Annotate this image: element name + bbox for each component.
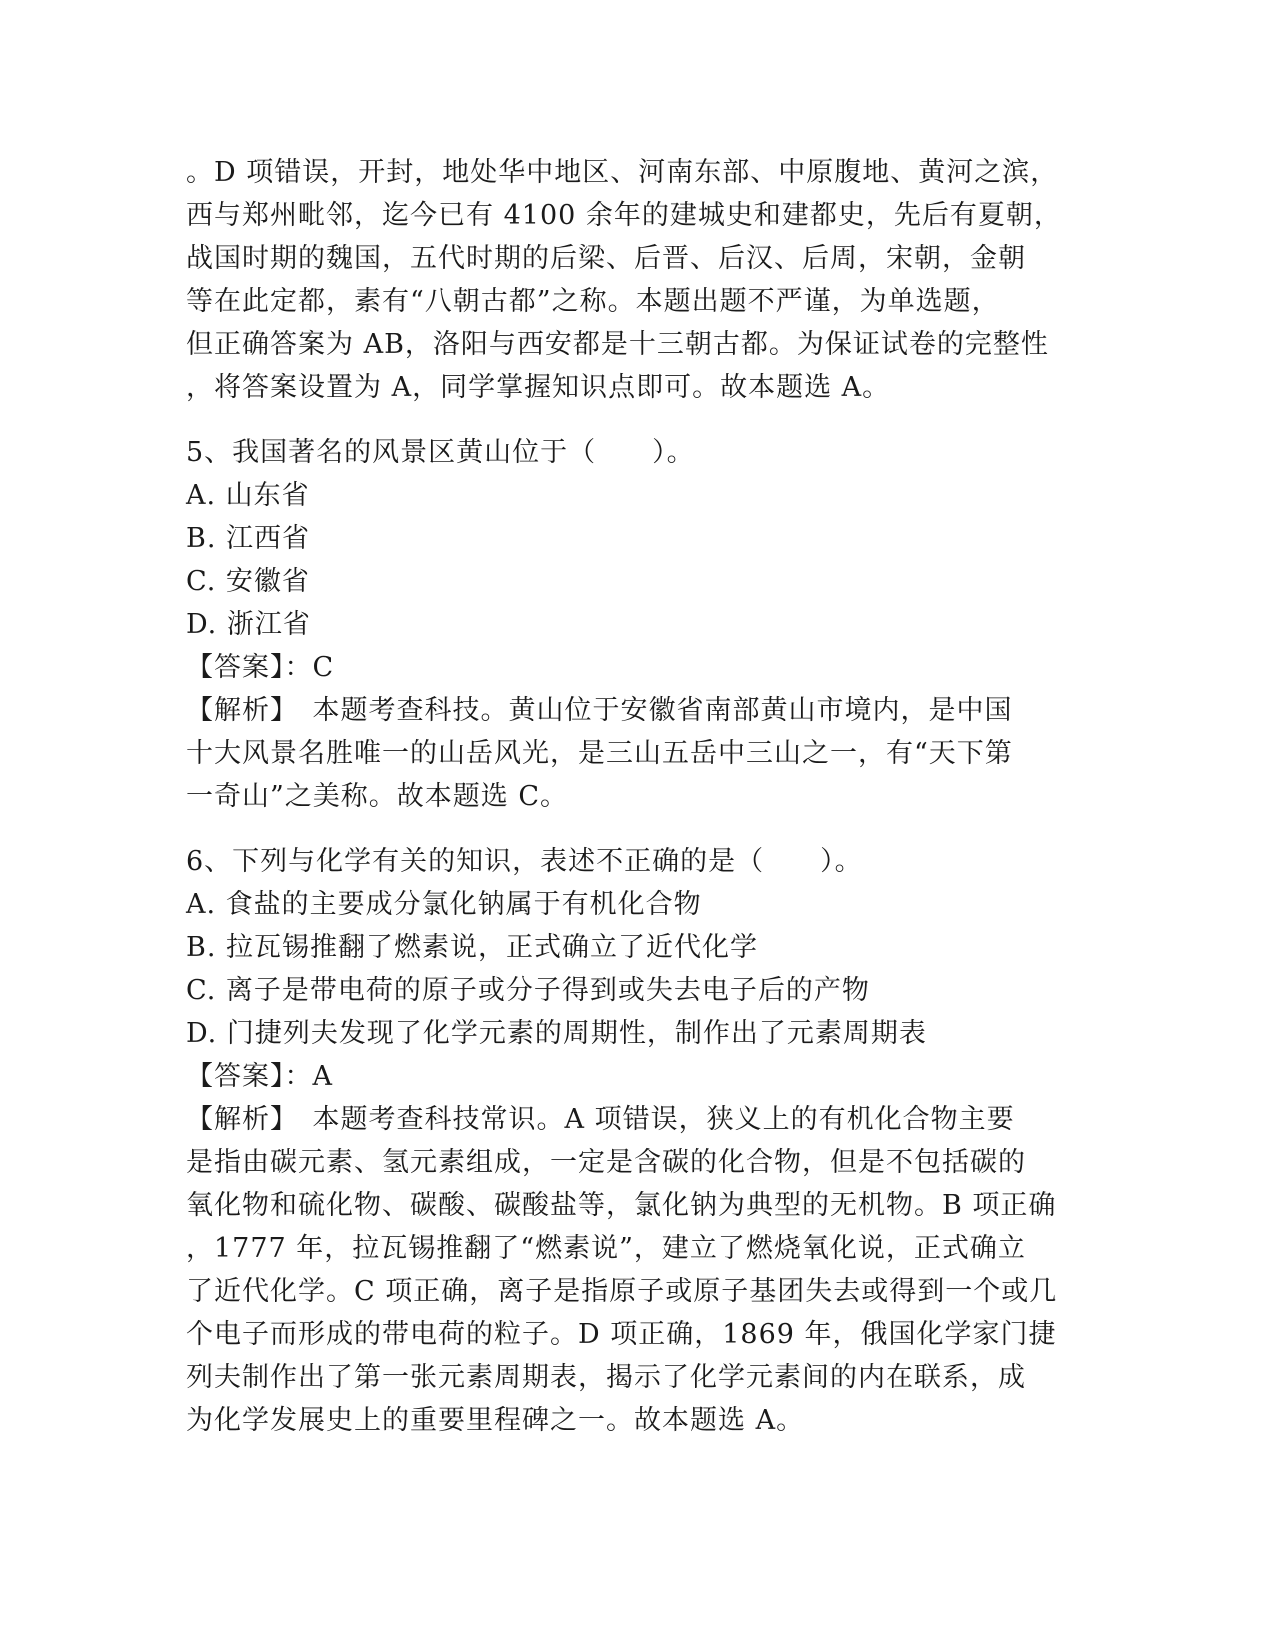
option-d: D. 浙江省 (186, 609, 311, 640)
previous-analysis-continuation (186, 151, 1086, 409)
option-a: A. 山东省 (186, 480, 310, 511)
text-line: ，将答案设置为 A，同学掌握知识点即可。故本题选 A。 (186, 372, 891, 403)
text-line: 等在此定都，素有“八朝古都”之称。本题出题不严谨，为单选题， (186, 286, 1000, 317)
text-line: 但正确答案为 AB，洛阳与西安都是十三朝古都。为保证试卷的完整性 (186, 329, 1049, 360)
option-d: D. 门捷列夫发现了化学元素的周期性，制作出了元素周期表 (186, 1018, 927, 1049)
question-5 (186, 431, 1086, 818)
question-stem: 5、我国著名的风景区黄山位于（ ）。 (186, 437, 695, 468)
option-b: B. 江西省 (186, 523, 311, 554)
answer-line: 【答案】：C (186, 652, 335, 683)
text-line: 西与郑州毗邻，迄今已有 4100 余年的建城史和建都史，先后有夏朝， (186, 200, 1062, 231)
analysis-line: 个电子而形成的带电荷的粒子。D 项正确，1869 年，俄国化学家门捷 (186, 1319, 1057, 1350)
text-line: 战国时期的魏国，五代时期的后梁、后晋、后汉、后周，宋朝，金朝 (186, 243, 1026, 274)
analysis-line: 氧化物和硫化物、碳酸、碳酸盐等，氯化钠为典型的无机物。B 项正确 (186, 1190, 1057, 1221)
analysis-line: 列夫制作出了第一张元素周期表，揭示了化学元素间的内在联系，成 (186, 1362, 1026, 1393)
question-stem: 6、下列与化学有关的知识，表述不正确的是（ ）。 (186, 846, 863, 877)
option-b: B. 拉瓦锡推翻了燃素说，正式确立了近代化学 (186, 932, 759, 963)
analysis-line: 【解析】 本题考查科技常识。A 项错误，狭义上的有机化合物主要 (186, 1104, 1015, 1135)
analysis-line: ，1777 年，拉瓦锡推翻了“燃素说”，建立了燃烧氧化说，正式确立 (186, 1233, 1026, 1264)
answer-line: 【答案】：A (186, 1061, 333, 1092)
analysis-line: 【解析】 本题考查科技。黄山位于安徽省南部黄山市境内，是中国 (186, 695, 1013, 726)
question-6 (186, 840, 1086, 1442)
analysis-line: 十大风景名胜唯一的山岳风光，是三山五岳中三山之一，有“天下第 (186, 738, 1013, 769)
option-a: A. 食盐的主要成分氯化钠属于有机化合物 (186, 889, 702, 920)
analysis-line: 为化学发展史上的重要里程碑之一。故本题选 A。 (186, 1405, 805, 1436)
page-content (186, 151, 1086, 1442)
analysis-line: 一奇山”之美称。故本题选 C。 (186, 781, 569, 812)
text-line: 。D 项错误，开封，地处华中地区、河南东部、中原腹地、黄河之滨， (186, 157, 1059, 188)
option-c: C. 安徽省 (186, 566, 310, 597)
option-c: C. 离子是带电荷的原子或分子得到或失去电子后的产物 (186, 975, 870, 1006)
analysis-line: 了近代化学。C 项正确，离子是指原子或原子基团失去或得到一个或几 (186, 1276, 1058, 1307)
analysis-line: 是指由碳元素、氢元素组成，一定是含碳的化合物，但是不包括碳的 (186, 1147, 1026, 1178)
